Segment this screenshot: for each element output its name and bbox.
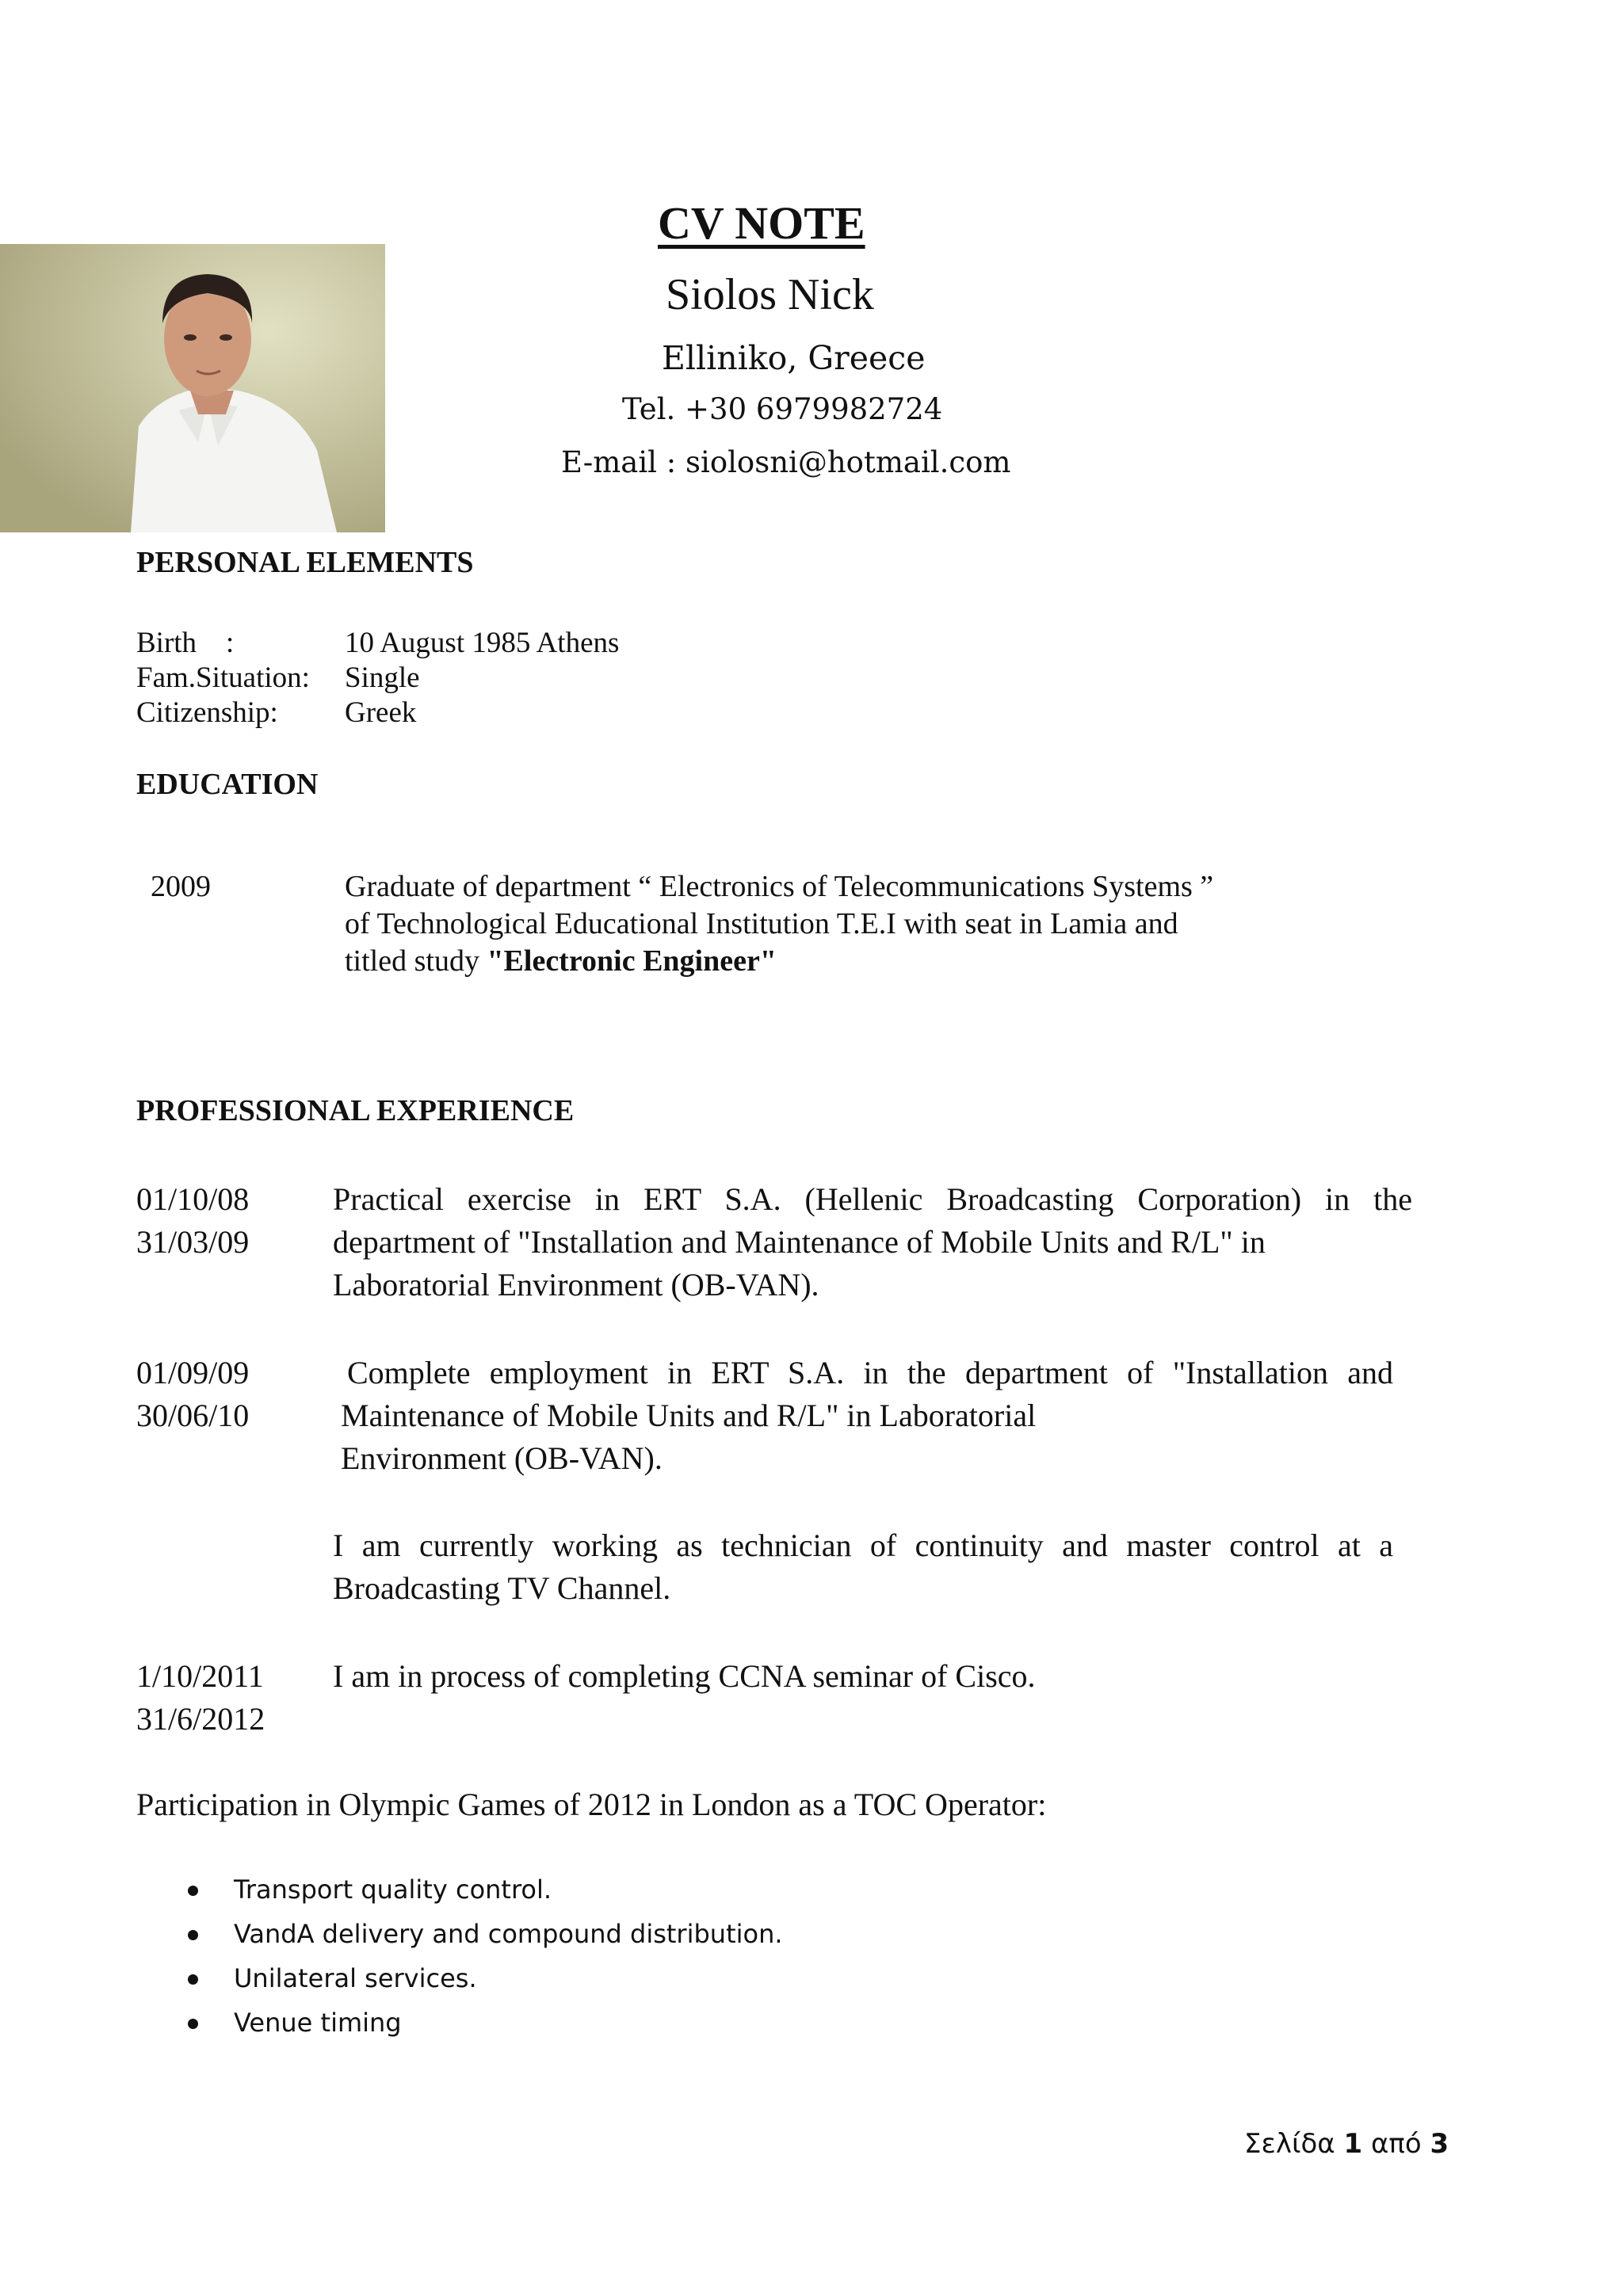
citizenship-value: Greek bbox=[345, 696, 417, 729]
page-prefix: Σελίδα bbox=[1244, 2128, 1344, 2160]
profile-photo bbox=[0, 244, 385, 532]
education-year: 2009 bbox=[151, 870, 211, 903]
job2-line-2: Maintenance of Mobile Units and R/L" in Laboratorial bbox=[341, 1398, 1037, 1433]
job1-end-date: 31/03/09 bbox=[136, 1224, 250, 1260]
family-situation-label: Fam.Situation: bbox=[136, 662, 310, 694]
job2-start-date: 01/09/09 bbox=[136, 1355, 250, 1390]
bullet-icon bbox=[188, 1930, 198, 1940]
birth-label: Birth : bbox=[136, 627, 235, 659]
current-page: 1 bbox=[1343, 2128, 1363, 2160]
current-job-line-1: I am currently working as technician of continuity and master control at a bbox=[333, 1527, 1393, 1563]
bullet-icon bbox=[188, 1886, 198, 1896]
citizenship-label: Citizenship: bbox=[136, 696, 278, 729]
total-pages: 3 bbox=[1430, 2128, 1449, 2160]
telephone: Tel. +30 6979982724 bbox=[622, 392, 943, 426]
cv-title: CV NOTE bbox=[658, 197, 865, 249]
olympics-duties-list bbox=[234, 1875, 783, 2052]
page-separator: από bbox=[1362, 2128, 1430, 2160]
list-item-text: VandA delivery and compound distribution. bbox=[234, 1919, 783, 1949]
job1-line-1: Practical exercise in ERT S.A. (Hellenic Broadcasting Corporation) in the bbox=[333, 1181, 1412, 1217]
location: Elliniko, Greece bbox=[662, 339, 926, 377]
list-item bbox=[234, 1963, 783, 2008]
education-heading: EDUCATION bbox=[136, 768, 319, 801]
email: E-mail : siolosni@hotmail.com bbox=[561, 445, 1011, 479]
list-item-text: Venue timing bbox=[234, 2008, 402, 2038]
job2-end-date: 30/06/10 bbox=[136, 1398, 250, 1433]
list-item bbox=[234, 1875, 783, 1919]
job1-start-date: 01/10/08 bbox=[136, 1181, 250, 1217]
list-item-text: Transport quality control. bbox=[234, 1875, 552, 1905]
ccna-end-date: 31/6/2012 bbox=[136, 1701, 265, 1737]
education-degree: "Electronic Engineer" bbox=[487, 944, 777, 978]
education-line-3-prefix: titled study bbox=[345, 944, 487, 978]
education-line-1: Graduate of department “ Electronics of Telecommunications Systems ” bbox=[345, 870, 1214, 903]
job1-line-3: Laboratorial Environment (OB-VAN). bbox=[333, 1267, 819, 1302]
list-item-text: Unilateral services. bbox=[234, 1963, 477, 1993]
personal-elements-heading: PERSONAL ELEMENTS bbox=[136, 546, 474, 579]
education-line-2: of Technological Educational Institution T.E.I with seat in Lamia and bbox=[345, 907, 1178, 940]
job2-line-1: Complete employment in ERT S.A. in the department of "Installation and bbox=[347, 1355, 1393, 1390]
job2-line-3: Environment (OB-VAN). bbox=[341, 1440, 663, 1476]
full-name: Siolos Nick bbox=[666, 270, 874, 319]
olympics-text: Participation in Olympic Games of 2012 in London as a TOC Operator: bbox=[136, 1787, 1047, 1822]
bullet-icon bbox=[188, 1974, 198, 1985]
current-job-line-2: Broadcasting TV Channel. bbox=[333, 1570, 671, 1606]
job1-line-2: department of "Installation and Maintenance of Mobile Units and R/L" in bbox=[333, 1224, 1266, 1260]
ccna-start-date: 1/10/2011 bbox=[136, 1658, 264, 1694]
portrait-illustration bbox=[0, 244, 385, 532]
list-item bbox=[234, 2008, 783, 2052]
ccna-text: I am in process of completing CCNA seminar of Cisco. bbox=[333, 1658, 1036, 1694]
birth-value: 10 August 1985 Athens bbox=[345, 627, 620, 659]
education-line-3 bbox=[345, 942, 777, 980]
bullet-icon bbox=[188, 2019, 198, 2029]
page-number bbox=[1244, 2128, 1449, 2160]
family-situation-value: Single bbox=[345, 662, 420, 694]
list-item bbox=[234, 1919, 783, 1963]
experience-heading: PROFESSIONAL EXPERIENCE bbox=[136, 1094, 575, 1127]
